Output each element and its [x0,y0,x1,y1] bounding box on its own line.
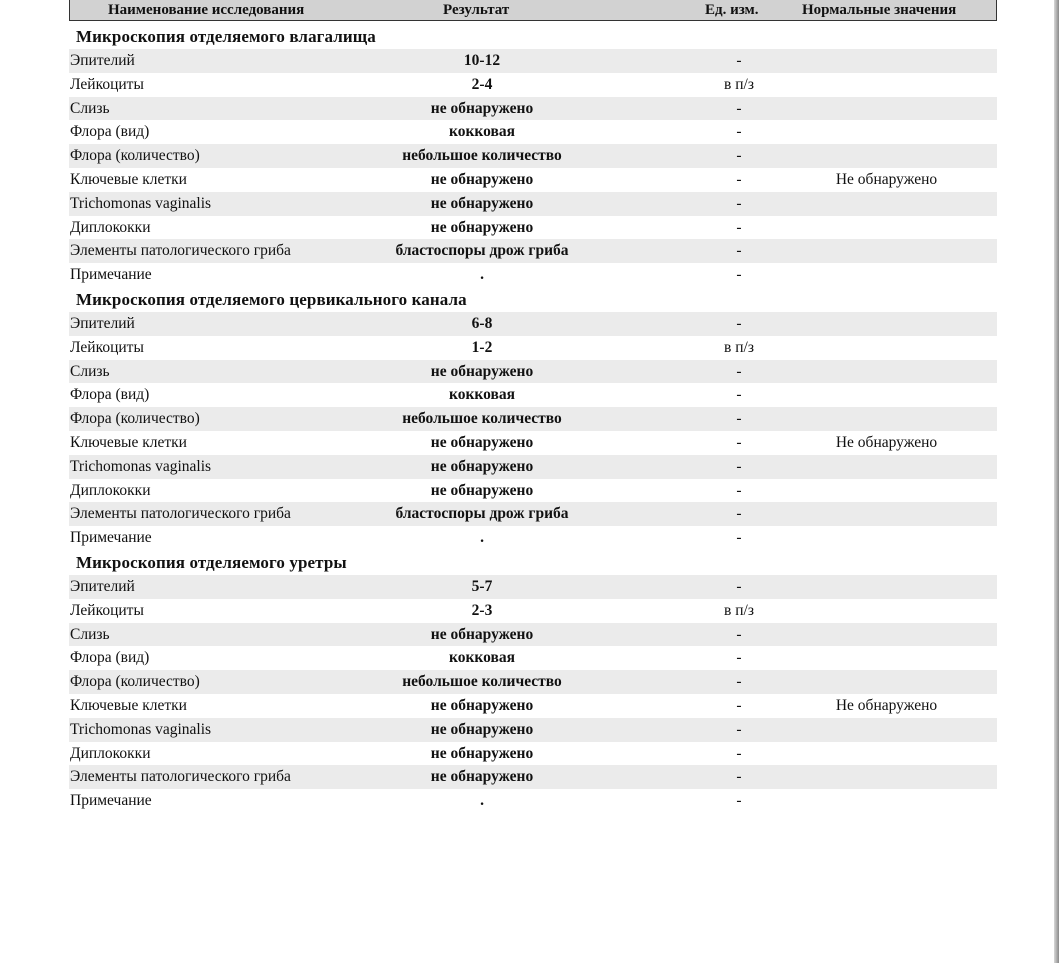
row-unit: - [736,505,742,523]
row-unit: - [736,744,742,762]
row-result: 1-2 [471,338,493,356]
row-result: небольшое количество [402,410,562,428]
row-unit: - [736,218,742,236]
row-unit: - [736,170,742,188]
row-name: Флора (количество) [70,673,200,691]
row-unit: - [736,625,742,643]
row-name: Примечание [70,529,152,547]
table-row [69,168,997,192]
page-edge [1054,0,1059,963]
row-result: не обнаружено [430,625,534,643]
row-unit: - [736,792,742,810]
table-row [69,97,997,121]
row-unit: в п/з [724,75,754,93]
row-result: не обнаружено [430,696,534,714]
row-name: Лейкоциты [70,338,144,356]
row-name: Trichomonas vaginalis [70,194,212,212]
row-result: не обнаружено [430,194,534,212]
row-name: Диплококки [70,744,151,762]
row-unit: - [736,194,742,212]
row-result: 10-12 [463,52,501,69]
row-name: Эпителий [70,577,135,595]
header-result: Результат [443,2,510,18]
table-row [69,455,997,479]
table-row [69,670,997,694]
row-result: кокковая [448,386,515,404]
row-name: Слизь [70,362,110,380]
row-result: кокковая [448,123,515,141]
row-unit: - [736,52,742,69]
row-result: бластоспоры дрож гриба [395,505,569,523]
row-unit: в п/з [724,601,754,619]
row-result: не обнаружено [430,170,534,188]
row-unit: - [736,410,742,428]
row-name: Эпителий [70,314,135,332]
table-row [69,718,997,742]
row-unit: - [736,481,742,499]
table-row [69,479,997,503]
table-row [69,73,997,97]
row-name: Флора (количество) [70,410,200,428]
table-row [69,575,997,599]
row-result: 5-7 [471,577,493,595]
row-name: Ключевые клетки [70,170,187,188]
table-row [69,49,997,73]
row-result: бластоспоры дрож гриба [395,242,569,260]
header-norm: Нормальные значения [802,2,957,18]
row-unit: - [736,457,742,475]
row-unit: - [736,696,742,714]
row-unit: - [736,123,742,141]
row-name: Элементы патологического гриба [70,242,291,260]
row-name: Флора (вид) [70,123,150,141]
table-header [69,0,997,21]
row-unit: - [736,720,742,738]
row-name: Флора (вид) [70,649,150,667]
table-row [69,336,997,360]
table-row [69,599,997,623]
table-row [69,239,997,263]
row-result: не обнаружено [430,433,534,451]
row-name: Элементы патологического гриба [70,768,291,786]
row-unit: - [736,673,742,691]
row-unit: - [736,266,742,284]
row-norm: Не обнаружено [835,170,938,188]
results-table [69,24,997,813]
table-row [69,144,997,168]
table-row [69,694,997,718]
row-name: Trichomonas vaginalis [70,457,212,475]
section-title: Микроскопия отделяемого цервикального канала [76,289,467,309]
table-row [69,263,997,287]
table-row [69,646,997,670]
row-result: 6-8 [471,314,493,332]
table-row [69,742,997,766]
row-result: небольшое количество [402,147,562,165]
table-row [69,383,997,407]
row-unit: - [736,433,742,451]
table-row [69,360,997,384]
row-result: не обнаружено [430,720,534,738]
row-result: не обнаружено [430,362,534,380]
row-unit: - [736,362,742,380]
row-unit: - [736,314,742,332]
row-result: . [480,266,484,284]
row-result: не обнаружено [430,457,534,475]
row-unit: - [736,529,742,547]
row-result: 2-3 [471,601,493,619]
row-unit: - [736,99,742,117]
row-result: не обнаружено [430,99,534,117]
header-name: Наименование исследования [108,2,305,18]
row-name: Примечание [70,792,152,810]
row-name: Диплококки [70,218,151,236]
row-name: Слизь [70,99,110,117]
row-name: Лейкоциты [70,601,144,619]
section-title: Микроскопия отделяемого уретры [76,552,347,572]
row-result: 2-4 [471,75,493,93]
row-name: Элементы патологического гриба [70,505,291,523]
header-unit: Ед. изм. [705,2,759,18]
row-name: Флора (вид) [70,386,150,404]
table-row [69,431,997,455]
row-unit: - [736,649,742,667]
row-unit: в п/з [724,338,754,356]
section-title: Микроскопия отделяемого влагалища [76,27,376,46]
row-unit: - [736,147,742,165]
table-row [69,216,997,240]
row-result: . [480,792,484,810]
row-name: Ключевые клетки [70,433,187,451]
row-result: небольшое количество [402,673,562,691]
row-norm: Не обнаружено [835,433,938,451]
row-unit: - [736,577,742,595]
row-name: Trichomonas vaginalis [70,720,212,738]
row-name: Примечание [70,266,152,284]
table-row [69,623,997,647]
table-row [69,765,997,789]
row-name: Диплококки [70,481,151,499]
row-result: не обнаружено [430,744,534,762]
row-unit: - [736,386,742,404]
row-result: не обнаружено [430,218,534,236]
table-row [69,789,997,813]
table-row [69,526,997,550]
table-row [69,120,997,144]
row-name: Ключевые клетки [70,696,187,714]
row-unit: - [736,242,742,260]
table-row [69,407,997,431]
row-name: Флора (количество) [70,147,200,165]
table-row [69,312,997,336]
row-unit: - [736,768,742,786]
row-norm: Не обнаружено [835,696,938,714]
row-result: не обнаружено [430,481,534,499]
row-name: Слизь [70,625,110,643]
row-name: Эпителий [70,52,135,69]
row-result: не обнаружено [430,768,534,786]
row-name: Лейкоциты [70,75,144,93]
row-result: . [480,529,484,547]
table-row [69,502,997,526]
table-row [69,192,997,216]
row-result: кокковая [448,649,515,667]
